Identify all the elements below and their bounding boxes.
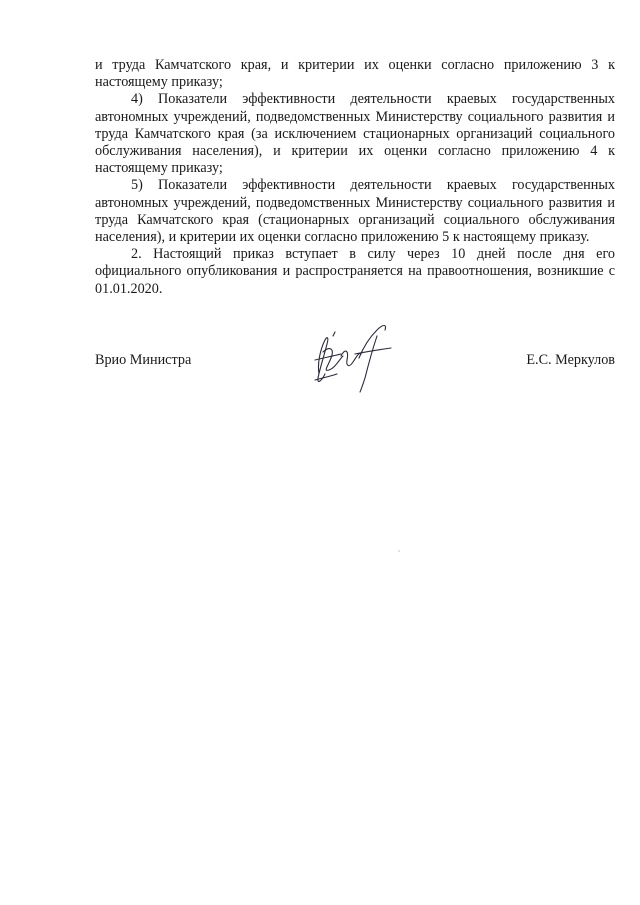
- document-body: [95, 57, 615, 298]
- signatory-title: Врио Министра: [95, 352, 192, 368]
- scan-speck: [398, 550, 400, 552]
- signatory-name: Е.С. Меркулов: [526, 352, 615, 368]
- paragraph-item-5: 5) Показатели эффективности деятельности краевых государственных автономных учреждений, подведомственных Министерству социального развития и труда Камчатского края (стационарных организаций социального обслуживания населения), и критерии их оценки согласно приложению 5 к настоящему приказу.: [95, 177, 615, 246]
- paragraph-continuation: и труда Камчатского края, и критерии их оценки согласно приложению 3 к настоящему приказу;: [95, 57, 615, 91]
- paragraph-item-4: 4) Показатели эффективности деятельности краевых государственных автономных учреждений, подведомственных Министерству социального развития и труда Камчатского края (за исключением стационарных организаций социального обслуживания населения), и критерии их оценки согласно приложению 4 к настоящему приказу;: [95, 91, 615, 177]
- paragraph-effective-date: 2. Настоящий приказ вступает в силу через 10 дней после дня его официального опубликования и распространяется на правоотношения, возникшие с 01.01.2020.: [95, 246, 615, 297]
- handwritten-signature: [303, 318, 398, 393]
